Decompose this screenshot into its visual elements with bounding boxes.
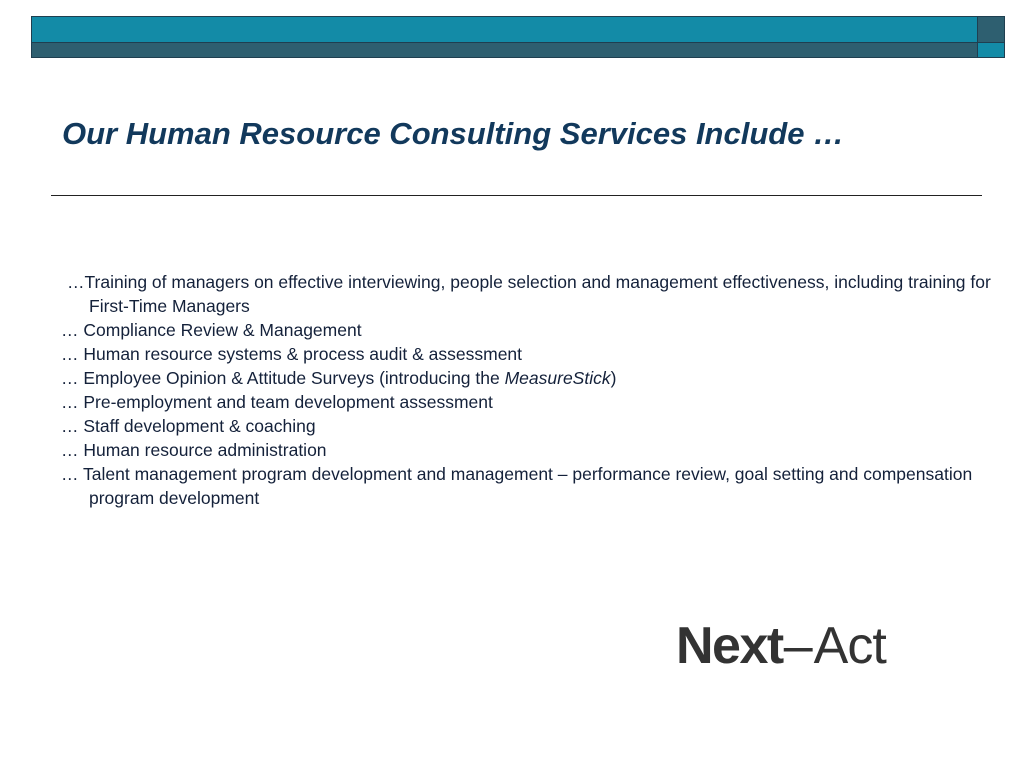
service-prefix: … (61, 392, 84, 412)
service-item (61, 438, 991, 462)
service-prefix: … (61, 440, 84, 460)
service-prefix: … (61, 464, 84, 484)
slide-title: Our Human Resource Consulting Services Include … (62, 116, 845, 151)
service-item (61, 462, 991, 510)
service-text: Human resource systems & process audit & assessment (83, 344, 523, 364)
service-prefix: … (67, 272, 85, 292)
next-act-logo (676, 614, 886, 678)
logo-act: Act (813, 617, 886, 675)
service-prefix: … (61, 320, 84, 340)
service-text: Pre-employment and team development assessment (83, 392, 493, 412)
service-text: Training of managers on effective interviewing, people selection and management effectiveness, including training for First-Time Managers (84, 272, 991, 316)
banner-square-bottom (977, 42, 1005, 58)
service-text: Employee Opinion & Attitude Surveys (introducing the (83, 368, 505, 388)
banner-square-top (977, 16, 1005, 43)
banner-bar-bottom (31, 42, 978, 58)
service-item (61, 366, 991, 390)
title-divider (51, 195, 982, 196)
service-prefix: … (61, 416, 84, 436)
service-item (61, 342, 991, 366)
service-item (61, 318, 991, 342)
services-list (61, 270, 991, 510)
banner-bar-top (31, 16, 978, 43)
service-text: Staff development & coaching (83, 416, 316, 436)
service-prefix: … (61, 344, 84, 364)
service-text: Compliance Review & Management (83, 320, 362, 340)
service-suffix: ) (610, 368, 617, 388)
logo-dash: – (783, 617, 813, 675)
header-banner (31, 16, 1005, 58)
service-emphasis: MeasureStick (504, 368, 611, 388)
service-text: Human resource administration (83, 440, 327, 460)
service-item (61, 270, 991, 318)
service-item (61, 390, 991, 414)
service-item (61, 414, 991, 438)
service-text: Talent management program development and management – performance review, goal setting and compensation program development (83, 464, 973, 508)
logo-next: Next (676, 617, 783, 675)
service-prefix: … (61, 368, 84, 388)
